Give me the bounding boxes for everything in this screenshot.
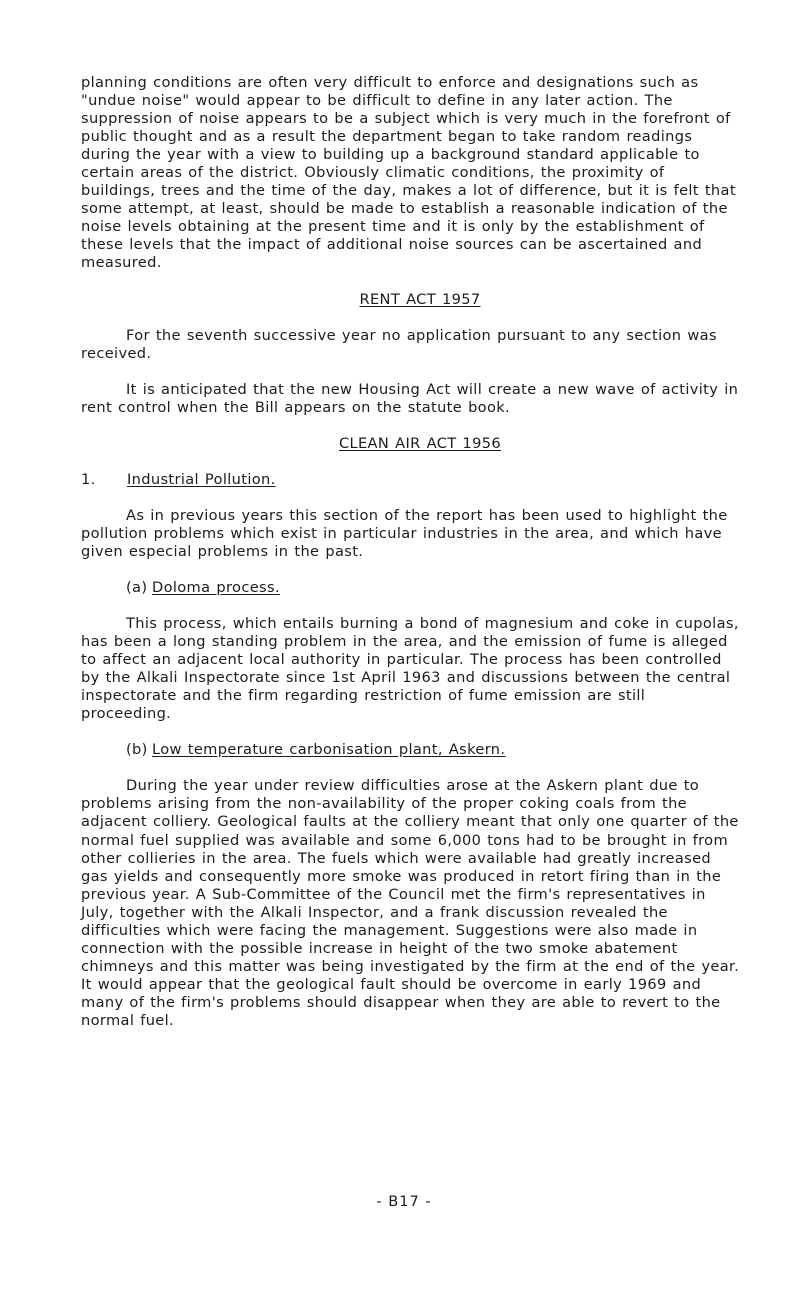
section-industrial-pollution [81,471,741,489]
subsection-letter-a: (a) [126,578,148,596]
askern-paragraph: During the year under review difficulties arose at the Askern plant due to problems arising from the non-availability of the proper coking coals from the adjacent colliery. Geological faults at the colliery meant that only one quarter of the normal fuel supplied was available and some 6,000 tons had to be brought in from other collieries in the area. The fuels which were available had greatly increased gas yields and consequently more smoke was produced in retort firing than in the previous year. A Sub-Committee of the Council met the firm's representatives in July, together with the Alkali Inspector, and a frank discussion revealed the difficulties which were facing the management. Suggestions were also made in connection with the possible increase in height of the two smoke abatement chimneys and this matter was being investigated by the firm at the end of the year. It would appear that the geological fault should be overcome in early 1969 and many of the firm's problems should disappear when they are able to revert to the normal fuel. [81,777,740,1029]
doloma-paragraph: This process, which entails burning a bond of magnesium and coke in cupolas, has been a long standing problem in the area, and the emission of fume is alleged to affect an adjacent local authority in particular. The process has been controlled by the Alkali Inspectorate since 1st April 1963 and discussions between the central inspectorate and the firm regarding restriction of fume emission are still proceeding. [81,615,739,723]
rent-act-paragraph-1: For the seventh successive year no application pursuant to any section was received. [81,326,717,362]
intro-paragraph: planning conditions are often very difficult to enforce and designations such as "undue noise" would appear to be difficult to define in any later action. The suppression of noise appears to be a subject which is very much in the forefront of public thought and as a result the department began to take random readings during the year with a view to building up a background standard applicable to certain areas of the district. Obviously climatic conditions, the proximity of buildings, trees and the time of the day, makes a lot of difference, but it is felt that some attempt, at least, should be made to establish a reasonable indication of the noise levels obtaining at the present time and it is only by the establishment of these levels that the impact of additional noise sources can be ascertained and measured. [81,74,736,272]
section-title: Industrial Pollution. [127,470,276,488]
report-page [81,74,741,1030]
section-number: 1. [81,470,96,488]
page-number: - B17 - [376,1193,432,1210]
rent-act-heading: RENT ACT 1957 [359,290,481,308]
industrial-pollution-intro: As in previous years this section of the report has been used to highlight the pollution problems which exist in particular industries in the area, and which have given especial problems in the past. [81,506,728,560]
subsection-title-doloma: Doloma process. [152,578,280,596]
clean-air-act-heading: CLEAN AIR ACT 1956 [338,434,502,452]
subsection-title-askern: Low temperature carbonisation plant, Askern. [152,741,506,759]
subsection-letter-b: (b) [126,741,148,759]
subsection-doloma-heading [81,579,741,597]
rent-act-paragraph-2: It is anticipated that the new Housing Act will create a new wave of activity in rent control when the Bill appears on the statute book. [81,380,739,416]
subsection-askern-heading [81,741,741,759]
